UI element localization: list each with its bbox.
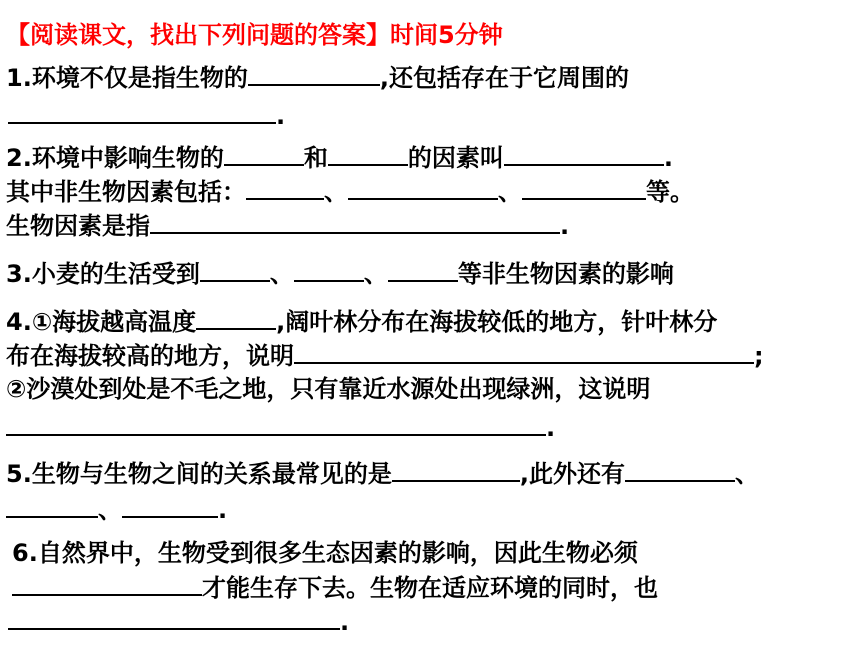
q1-blank-2[interactable] — [8, 100, 276, 124]
q1-line1 — [6, 62, 629, 93]
q4-text-a: 4.①海拔越高温度 — [6, 308, 197, 336]
q2-end: . — [663, 144, 673, 172]
q2-text-a: 2.环境中影响生物的 — [6, 144, 224, 172]
q2-blank-7[interactable] — [150, 210, 560, 234]
q6-blank-1[interactable] — [12, 572, 202, 596]
q5-line2 — [6, 494, 227, 525]
q2-text-c: 的因素叫 — [407, 144, 504, 172]
q5-line1 — [6, 458, 759, 489]
q6-line2 — [12, 572, 658, 603]
q2-line2 — [6, 176, 694, 207]
q3-sep-2: 、 — [363, 260, 388, 288]
q4-line2-text: 布在海拔较高的地方，说明 — [6, 342, 294, 370]
q4-line1 — [6, 306, 717, 337]
q2-sep-2: 、 — [498, 178, 522, 206]
q6-blank-2[interactable] — [8, 606, 340, 630]
q1-line2 — [8, 100, 285, 131]
q4-line4-end: . — [546, 414, 556, 442]
q2-line2-end: 等。 — [646, 178, 694, 206]
q4-blank-3[interactable] — [6, 412, 546, 436]
q6-line1: 6.自然界中，生物受到很多生态因素的影响，因此生物必须 — [12, 539, 638, 567]
q5-sep-1: 、 — [734, 460, 759, 488]
q3-line — [6, 258, 674, 289]
q5-blank-1[interactable] — [392, 458, 520, 482]
q2-blank-5[interactable] — [348, 176, 498, 200]
q1-text-a: 1.环境不仅是指生物的 — [6, 64, 248, 92]
q2-line1 — [6, 142, 673, 173]
q4-text-b: ,阔叶林分布在海拔较低的地方，针叶林分 — [276, 308, 718, 336]
q2-blank-3[interactable] — [504, 142, 664, 166]
q4-line2-end: ; — [754, 342, 764, 370]
q3-sep-1: 、 — [269, 260, 294, 288]
q5-sep-2: 、 — [98, 496, 122, 524]
q1-text-b: ,还包括存在于它周围的 — [379, 64, 629, 92]
q3-blank-1[interactable] — [200, 258, 270, 282]
q3-text-a: 3.小麦的生活受到 — [6, 260, 200, 288]
q2-line3-end: . — [560, 212, 570, 240]
q3-blank-2[interactable] — [294, 258, 364, 282]
q2-line2-text: 其中非生物因素包括： — [6, 178, 246, 206]
q5-blank-2[interactable] — [625, 458, 735, 482]
slide-title: 【阅读课文，找出下列问题的答案】时间5分钟 — [6, 21, 503, 49]
q5-blank-3[interactable] — [6, 494, 98, 518]
q6-line3 — [8, 606, 349, 637]
q2-line3 — [6, 210, 569, 241]
q6-line2-text: 才能生存下去。生物在适应环境的同时，也 — [202, 574, 658, 602]
q4-line4 — [6, 412, 555, 443]
q5-blank-4[interactable] — [122, 494, 218, 518]
q4-blank-1[interactable] — [196, 306, 276, 330]
q5-text-a: 5.生物与生物之间的关系最常见的是 — [6, 460, 392, 488]
q2-blank-2[interactable] — [328, 142, 408, 166]
q2-text-b: 和 — [303, 144, 328, 172]
q1-end: . — [276, 102, 286, 130]
q1-blank-1[interactable] — [248, 62, 380, 86]
q3-end: 等非生物因素的影响 — [457, 260, 674, 288]
q4-line3: ②沙漠处到处是不毛之地，只有靠近水源处出现绿洲，这说明 — [6, 375, 651, 403]
q3-blank-3[interactable] — [388, 258, 458, 282]
q2-line3-text: 生物因素是指 — [6, 212, 150, 240]
q2-blank-4[interactable] — [246, 176, 324, 200]
q5-text-b: ,此外还有 — [519, 460, 625, 488]
q6-line3-end: . — [340, 608, 350, 636]
q2-blank-1[interactable] — [224, 142, 304, 166]
q2-sep-1: 、 — [324, 178, 348, 206]
q2-blank-6[interactable] — [522, 176, 646, 200]
q4-line2 — [6, 340, 764, 371]
q4-blank-2[interactable] — [294, 340, 754, 364]
q5-end: . — [218, 496, 228, 524]
